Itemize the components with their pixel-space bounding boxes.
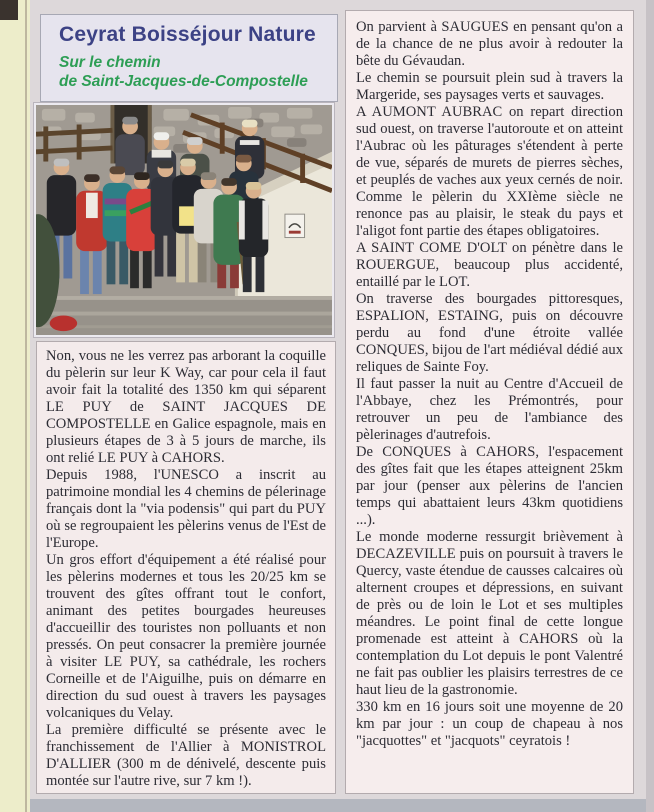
paragraph: On traverse des bourgades pittoresques, ESPALION, ESTAING, puis on découvre perdu au fond d'une étroite vallée CONQUES, bijou de l'art médiéval dédié aux reliques de Sainte Foy.	[356, 291, 623, 375]
paragraph: A AUMONT AUBRAC on repart direction sud ouest, on traverse l'autoroute et on atteint l'Aubrac où les pâturages s'étendent à perte de vue, séparés de murets de pierres sèches, et peuplés de vaches aux yeux cernés de noir. Comme le pèlerin du XXIème siècle ne renonce pas au plaisir, le steak du pays et l'aligot font partie des étapes obligatoires.	[356, 104, 623, 239]
group-photo-illustration	[36, 105, 332, 335]
group-photo	[33, 102, 335, 338]
paper-crease	[25, 0, 27, 812]
paragraph: Non, vous ne les verrez pas arborant la coquille du pèlerin sur leur K Way, car pour cela il faut avoir fait la totalité des 1350 km qui séparent LE PUY de SAINT JACQUES DE COMPOSTELLE en Galice espagnole, mais en plusieurs étapes de 3 à 5 jours de marche, ils ont relié LE PUY à CAHORS.	[46, 348, 326, 466]
paragraph: A SAINT COME D'OLT on pénètre dans le ROUERGUE, beaucoup plus accidenté, entaillé par le LOT.	[356, 240, 623, 290]
paragraph: On parvient à SAUGUES en pensant qu'on a de la chance de ne plus avoir à redouter la bête du Gévaudan.	[356, 19, 623, 69]
paragraph: De CONQUES à CAHORS, l'espacement des gîtes fait que les étapes atteignent 25km par jour (penser aux pèlerins de l'ancien temps qui abattaient leurs 43km quotidiens ...).	[356, 444, 623, 528]
paragraph: Il faut passer la nuit au Centre d'Accueil de l'Abbaye, chez les Prémontrés, pour retrouver un peu de l'ambiance des pèlerinages d'autrefois.	[356, 376, 623, 443]
paper-edge-bottom	[30, 799, 654, 812]
paragraph: Le chemin se poursuit plein sud à travers la Margeride, ses paysages verts et sauvages.	[356, 70, 623, 103]
subtitle-line-2: de Saint-Jacques-de-Compostelle	[59, 73, 308, 91]
paragraph: Un gros effort d'équipement a été réalisé pour les pèlerins modernes et tous les 20/25 km se trouvent des gîtes offrant tout le confort, animant des petites bourgades heureuses d'accueillir des touristes non polluants et non pressés. On peut consacrer la première journée à visiter LE PUY, sa cathédrale, les rochers Corneille et de l'Aiguilhe, puis on démarre en direction du sud ouest à travers les paysages volcaniques du Velay.	[46, 552, 326, 721]
right-column	[345, 10, 634, 794]
article-subtitle	[59, 53, 325, 92]
paragraph: 330 km en 16 jours soit une moyenne de 20 km par jour : un coup de chapeau à nos "jacquottes" et "jacquots" ceyratois !	[356, 699, 623, 749]
scan-corner-shadow	[0, 0, 18, 20]
left-column	[36, 341, 336, 794]
paper-edge-right	[646, 0, 654, 812]
red-bag	[50, 316, 77, 332]
paragraph: Depuis 1988, l'UNESCO a inscrit au patrimoine mondial les 4 chemins de pélerinage français dont la "via podensis" qui part du PUY où se regroupaient les pèlerins venus de l'Est de l'Europe.	[46, 467, 326, 551]
paragraph: La première difficulté se présente avec le franchissement de l'Allier à MONISTROL D'ALLIER (300 m de dénivelé, descente puis montée sur l'autre rive, sur 7 km !).	[46, 722, 326, 789]
page-title: Ceyrat Boisséjour Nature	[59, 23, 316, 46]
stone-steps	[36, 296, 332, 335]
wall-sign	[285, 214, 305, 237]
article-header	[40, 14, 338, 102]
subtitle-line-1: Sur le chemin	[59, 54, 161, 71]
paragraph: Le monde moderne ressurgit brièvement à DECAZEVILLE puis on poursuit à travers le Quercy, vaste étendue de causses calcaires où alternent croupes et dépressions, en suivant de près ou de loin le Lot et ses multiples méandres. Le point final de cette longue promenade est atteint à CAHORS où la contemplation du Lot depuis le pont Valentré ne fait pas oublier les plaisirs terrestres de ce haut lieu de la gastronomie.	[356, 529, 623, 698]
